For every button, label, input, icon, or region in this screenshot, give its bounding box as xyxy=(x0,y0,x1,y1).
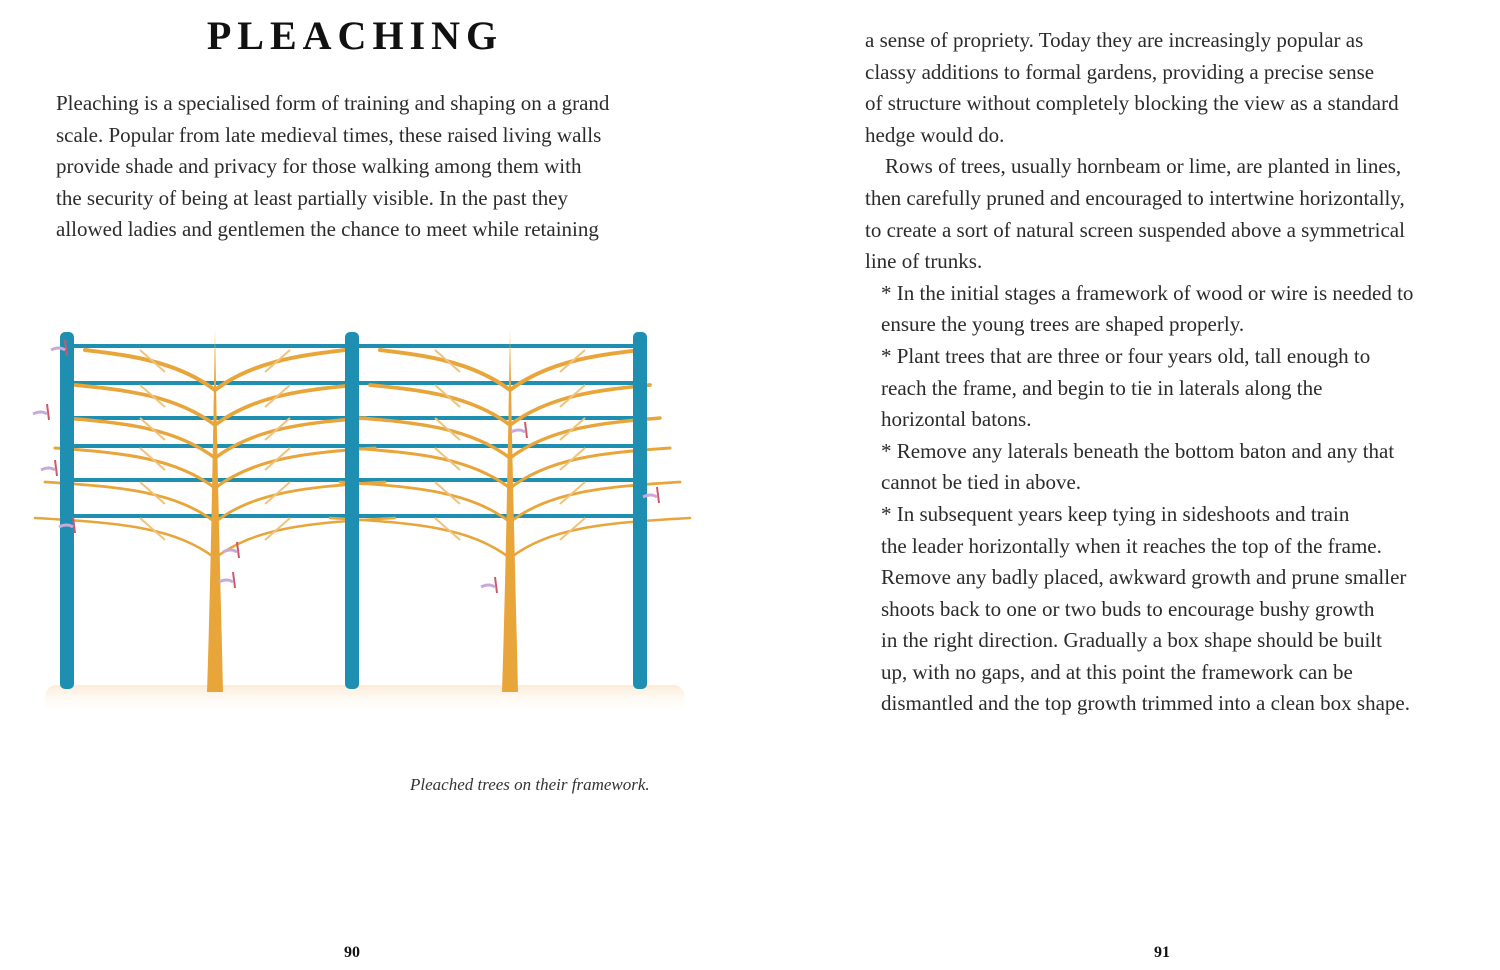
posts xyxy=(60,332,647,689)
post xyxy=(633,332,647,689)
text-line: provide shade and privacy for those walking among them with xyxy=(56,154,582,179)
body-text xyxy=(865,25,1485,720)
tie-string xyxy=(33,412,47,414)
tie xyxy=(47,404,49,420)
figure-caption: Pleached trees on their framework. xyxy=(410,775,650,794)
post xyxy=(60,332,74,689)
bullet-line: in the right direction. Gradually a box shape should be built xyxy=(881,628,1382,653)
intro-paragraph xyxy=(56,88,676,246)
bullet-line: * In subsequent years keep tying in sideshoots and train xyxy=(881,501,1350,526)
page-title: PLEACHING xyxy=(206,13,504,58)
bullet-line: the leader horizontally when it reaches the top of the frame. xyxy=(881,533,1382,558)
tie-string xyxy=(643,495,657,497)
tie-string xyxy=(223,550,237,552)
bullet-line: reach the frame, and begin to tie in laterals along the xyxy=(881,375,1323,400)
bullet-line: ensure the young trees are shaped properly. xyxy=(881,312,1245,337)
right-page xyxy=(750,0,1500,970)
text-line: allowed ladies and gentlemen the chance to meet while retaining xyxy=(56,217,599,242)
text-line: of structure without completely blocking the view as a standard xyxy=(865,91,1399,116)
tie-string xyxy=(511,430,525,432)
tie-string xyxy=(51,348,65,350)
bullet-line: cannot be tied in above. xyxy=(881,470,1082,495)
bullet-line: up, with no gaps, and at this point the framework can be xyxy=(881,659,1353,684)
text-line: classy additions to formal gardens, providing a precise sense xyxy=(865,59,1375,84)
tie-string xyxy=(481,585,495,587)
post xyxy=(345,332,359,689)
tie-string xyxy=(219,580,233,582)
branch xyxy=(510,518,690,558)
branch xyxy=(215,518,395,558)
text-line: scale. Popular from late medieval times, these raised living walls xyxy=(56,122,602,147)
tie xyxy=(657,487,659,503)
ground-shadow xyxy=(45,685,685,715)
tie xyxy=(495,577,497,593)
text-line: a sense of propriety. Today they are increasingly popular as xyxy=(865,28,1364,52)
bullet-line: horizontal batons. xyxy=(881,407,1032,432)
bullet-line: * Plant trees that are three or four years old, tall enough to xyxy=(881,343,1371,368)
tie xyxy=(55,460,57,476)
text-line: Pleaching is a specialised form of training and shaping on a grand xyxy=(56,91,610,115)
text-line: Rows of trees, usually hornbeam or lime, are planted in lines, xyxy=(885,154,1402,179)
text-line: line of trunks. xyxy=(865,249,983,274)
tie-string xyxy=(41,468,55,470)
text-line: the security of being at least partially visible. In the past they xyxy=(56,185,569,210)
text-line: hedge would do. xyxy=(865,122,1005,147)
bullet-line: * In the initial stages a framework of wood or wire is needed to xyxy=(881,280,1414,305)
text-line: then carefully pruned and encouraged to intertwine horizontally, xyxy=(865,185,1405,210)
bullet-line: * Remove any laterals beneath the bottom baton and any that xyxy=(881,438,1395,463)
pleached-trees-illustration xyxy=(25,300,705,730)
bullet-line: Remove any badly placed, awkward growth and prune smaller xyxy=(881,565,1407,590)
bullet-line: shoots back to one or two buds to encourage bushy growth xyxy=(881,596,1375,621)
page-number-right: 91 xyxy=(1154,944,1170,961)
text-line: to create a sort of natural screen suspended above a symmetrical xyxy=(865,217,1405,242)
tie xyxy=(525,422,527,438)
tie xyxy=(233,572,235,588)
page-number-left: 90 xyxy=(344,944,360,961)
bullet-line: dismantled and the top growth trimmed into a clean box shape. xyxy=(881,691,1410,716)
